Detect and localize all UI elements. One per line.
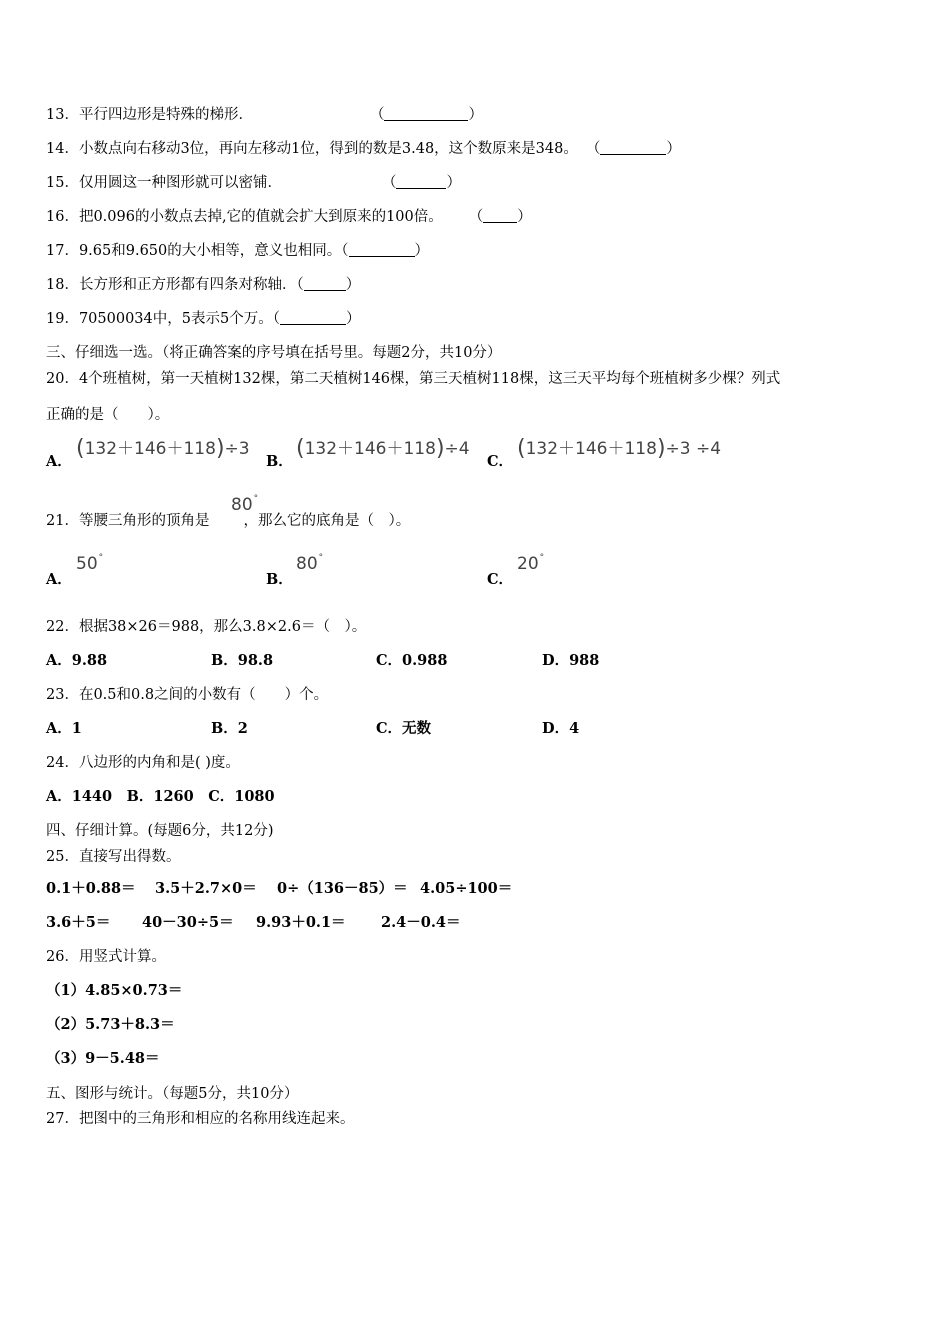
q21-option-a-label[interactable]: A． [46, 571, 72, 588]
q23-option-d[interactable]: D．4 [542, 720, 580, 737]
answer-blank[interactable] [349, 242, 415, 258]
section-5-heading: 五、图形与统计。（每题5分，共10分） [46, 1086, 299, 1102]
question-17: 17．9.65和9.650的大小相等，意义也相同。（ ） [46, 243, 429, 259]
q21-option-c-value: 20° [517, 553, 545, 574]
q26-item: （1）4.85×0.73＝ [46, 982, 183, 999]
answer-blank[interactable] [600, 140, 666, 156]
question-21: 21．等腰三角形的顶角是 ，那么它的底角是（ ）。 [46, 513, 411, 529]
q25-item: 0÷（136－85）＝ [277, 880, 408, 897]
q22-option-d[interactable]: D．988 [542, 652, 600, 669]
answer-blank[interactable] [280, 310, 346, 326]
q23-option-b[interactable]: B．2 [211, 720, 248, 737]
q25-item: 0.1＋0.88＝ [46, 880, 136, 897]
q26-item: （3）9－5.48＝ [46, 1050, 160, 1067]
question-19: 19．70500034中，5表示5个万。（ ） [46, 311, 361, 327]
q21-apex-angle: 80° [231, 494, 259, 515]
question-26: 26．用竖式计算。 [46, 949, 166, 965]
q21-option-b-label[interactable]: B． [266, 571, 293, 588]
question-23: 23．在0.5和0.8之间的小数有（ ）个。 [46, 687, 329, 703]
q20-option-a-formula: (132＋146＋118)÷3 [76, 436, 250, 461]
question-13: 13．平行四边形是特殊的梯形． （ ） [46, 107, 483, 123]
answer-blank[interactable] [384, 106, 468, 122]
q22-option-c[interactable]: C．0.988 [376, 652, 448, 669]
question-22: 22．根据38×26＝988，那么3.8×2.6＝（ ）。 [46, 619, 367, 635]
q20-option-c-label[interactable]: C． [487, 453, 514, 470]
answer-blank[interactable] [396, 174, 446, 190]
q26-item: （2）5.73＋8.3＝ [46, 1016, 175, 1033]
q21-option-b-value: 80° [296, 553, 324, 574]
q25-item: 2.4－0.4＝ [381, 914, 461, 931]
q23-option-c[interactable]: C．无数 [376, 720, 432, 737]
question-27: 27．把图中的三角形和相应的名称用线连起来。 [46, 1111, 355, 1127]
q23-option-a[interactable]: A．1 [46, 720, 82, 737]
question-25: 25．直接写出得数。 [46, 849, 181, 865]
question-14: 14．小数点向右移动3位，再向左移动1位，得到的数是3.48，这个数原来是348。 （ ） [46, 141, 681, 157]
question-15: 15．仅用圆这一种图形就可以密铺． （ ） [46, 175, 461, 191]
q20-option-b-formula: (132＋146＋118)÷4 [296, 436, 470, 461]
q24-options[interactable]: A．1440 B．1260 C．1080 [46, 788, 275, 805]
question-20-line1: 20．4个班植树，第一天植树132棵，第二天植树146棵，第三天植树118棵，这三天平均每个班植树多少棵？列式 [46, 371, 781, 387]
q21-option-a-value: 50° [76, 553, 104, 574]
answer-blank[interactable] [483, 208, 517, 224]
q20-option-b-label[interactable]: B． [266, 453, 293, 470]
answer-blank[interactable] [304, 276, 346, 292]
q25-item: 3.6＋5＝ [46, 914, 111, 931]
question-20-line2: 正确的是（ ）。 [46, 407, 170, 423]
q21-option-c-label[interactable]: C． [487, 571, 514, 588]
question-16: 16．把0.096的小数点去掉,它的值就会扩大到原来的100倍。 （ ） [46, 209, 532, 225]
q22-option-a[interactable]: A．9.88 [46, 652, 108, 669]
q25-item: 40－30÷5＝ [142, 914, 234, 931]
section-3-heading: 三、仔细选一选。（将正确答案的序号填在括号里。每题2分，共10分） [46, 345, 502, 361]
section-4-heading: 四、仔细计算。(每题6分，共12分) [46, 823, 274, 839]
q25-item: 3.5＋2.7×0＝ [155, 880, 257, 897]
question-24: 24．八边形的内角和是( )度。 [46, 755, 240, 771]
q22-option-b[interactable]: B．98.8 [211, 652, 274, 669]
question-18: 18．长方形和正方形都有四条对称轴．（ ） [46, 277, 361, 293]
q20-option-c-formula: (132＋146＋118)÷3 ÷4 [517, 436, 722, 461]
q25-item: 4.05÷100＝ [420, 880, 513, 897]
q20-option-a-label[interactable]: A． [46, 453, 72, 470]
q25-item: 9.93＋0.1＝ [256, 914, 346, 931]
